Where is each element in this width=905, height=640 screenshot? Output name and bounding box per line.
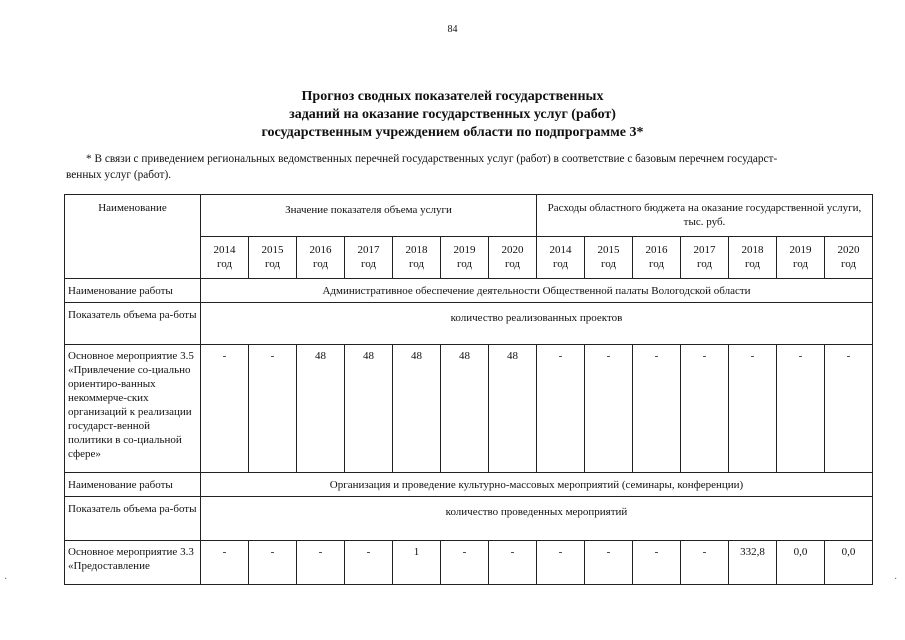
title-line-3: государственным учреждением области по подпрограмме 3* bbox=[261, 125, 644, 140]
work-label-1: Наименование работы bbox=[65, 279, 201, 303]
event-label-1: Основное мероприятие 3.5 «Привлечение со-циально ориентиро-ванных некоммерче-ских организаций к реализации государст-венной политики в со-циальной сфере» bbox=[65, 345, 201, 473]
expense-value-cell: - bbox=[681, 541, 729, 585]
expense-value-cell: - bbox=[825, 345, 873, 473]
year-unit: год bbox=[216, 258, 233, 270]
year-unit: год bbox=[456, 258, 473, 270]
volume-value-cell: - bbox=[249, 345, 297, 473]
footnote-line-1: * В связи с приведением региональных ведомственных перечней государственных услуг (работ) в соответствие с базовым перечнем государст- bbox=[86, 153, 778, 165]
table-row bbox=[65, 473, 873, 497]
year-value: 2018 bbox=[405, 244, 428, 256]
year-header-volume bbox=[489, 237, 537, 279]
indicator-label-2: Показатель объема ра-боты bbox=[65, 497, 201, 541]
year-value: 2019 bbox=[453, 244, 476, 256]
year-unit: год bbox=[504, 258, 521, 270]
year-value: 2018 bbox=[741, 244, 764, 256]
year-unit: год bbox=[696, 258, 713, 270]
year-header-volume bbox=[201, 237, 249, 279]
year-value: 2015 bbox=[261, 244, 284, 256]
year-header-volume bbox=[393, 237, 441, 279]
expense-value-cell: - bbox=[585, 541, 633, 585]
footnote-line-2: венных услуг (работ). bbox=[66, 169, 172, 181]
year-unit: год bbox=[408, 258, 425, 270]
scan-mark-left: · bbox=[4, 574, 8, 585]
year-header-expense bbox=[777, 237, 825, 279]
volume-value-cell: - bbox=[201, 541, 249, 585]
footnote bbox=[66, 151, 874, 183]
expense-value-cell: - bbox=[681, 345, 729, 473]
year-value: 2014 bbox=[549, 244, 572, 256]
volume-value-cell: - bbox=[249, 541, 297, 585]
title-line-2: заданий на оказание государственных услуг (работ) bbox=[289, 107, 616, 122]
year-header-volume bbox=[345, 237, 393, 279]
volume-value-cell: 48 bbox=[297, 345, 345, 473]
expense-value-cell: - bbox=[633, 345, 681, 473]
volume-value-cell: - bbox=[297, 541, 345, 585]
year-header-volume bbox=[249, 237, 297, 279]
volume-value-cell: 1 bbox=[393, 541, 441, 585]
scan-mark-right: · bbox=[894, 574, 898, 585]
volume-value-cell: 48 bbox=[393, 345, 441, 473]
work-value-2: Организация и проведение культурно-массовых мероприятий (семинары, конференции) bbox=[201, 473, 873, 497]
volume-value-cell: - bbox=[489, 541, 537, 585]
indicator-value-2: количество проведенных мероприятий bbox=[201, 497, 873, 541]
year-unit: год bbox=[840, 258, 857, 270]
year-header-expense bbox=[537, 237, 585, 279]
volume-value-cell: 48 bbox=[489, 345, 537, 473]
year-value: 2017 bbox=[357, 244, 380, 256]
table-row bbox=[65, 541, 873, 585]
year-value: 2020 bbox=[837, 244, 860, 256]
title-line-1: Прогноз сводных показателей государственных bbox=[301, 89, 604, 104]
work-label-2: Наименование работы bbox=[65, 473, 201, 497]
expense-value-cell: - bbox=[537, 345, 585, 473]
volume-value-cell: - bbox=[441, 541, 489, 585]
indicator-label-1: Показатель объема ра-боты bbox=[65, 303, 201, 345]
year-unit: год bbox=[552, 258, 569, 270]
year-value: 2016 bbox=[645, 244, 668, 256]
expense-value-cell: 332,8 bbox=[729, 541, 777, 585]
table-row bbox=[65, 279, 873, 303]
year-header-expense bbox=[681, 237, 729, 279]
year-unit: год bbox=[792, 258, 809, 270]
volume-value-cell: - bbox=[345, 541, 393, 585]
forecast-table bbox=[64, 194, 873, 585]
year-unit: год bbox=[312, 258, 329, 270]
work-value-1: Административное обеспечение деятельности Общественной палаты Вологодской области bbox=[201, 279, 873, 303]
volume-value-cell: - bbox=[201, 345, 249, 473]
year-header-expense bbox=[825, 237, 873, 279]
event-label-2: Основное мероприятие 3.3 «Предоставление bbox=[65, 541, 201, 585]
year-value: 2015 bbox=[597, 244, 620, 256]
year-value: 2017 bbox=[693, 244, 716, 256]
year-header-volume bbox=[441, 237, 489, 279]
page-number: 84 bbox=[447, 24, 458, 35]
year-header-expense bbox=[585, 237, 633, 279]
year-unit: год bbox=[360, 258, 377, 270]
volume-value-cell: 48 bbox=[345, 345, 393, 473]
document-title bbox=[0, 88, 905, 142]
year-header-expense bbox=[729, 237, 777, 279]
header-row-1 bbox=[65, 195, 873, 237]
expense-value-cell: 0,0 bbox=[777, 541, 825, 585]
year-value: 2014 bbox=[213, 244, 236, 256]
year-unit: год bbox=[600, 258, 617, 270]
year-header-expense bbox=[633, 237, 681, 279]
expense-value-cell: - bbox=[585, 345, 633, 473]
year-unit: год bbox=[264, 258, 281, 270]
year-value: 2020 bbox=[501, 244, 524, 256]
expense-value-cell: - bbox=[537, 541, 585, 585]
header-name: Наименование bbox=[65, 195, 201, 279]
volume-value-cell: 48 bbox=[441, 345, 489, 473]
expense-value-cell: - bbox=[729, 345, 777, 473]
year-header-volume bbox=[297, 237, 345, 279]
expense-value-cell: - bbox=[633, 541, 681, 585]
expense-value-cell: - bbox=[777, 345, 825, 473]
year-value: 2016 bbox=[309, 244, 332, 256]
year-unit: год bbox=[648, 258, 665, 270]
year-unit: год bbox=[744, 258, 761, 270]
table-row bbox=[65, 497, 873, 541]
header-expense: Расходы областного бюджета на оказание государственной услуги, тыс. руб. bbox=[537, 195, 873, 237]
table-row bbox=[65, 345, 873, 473]
year-value: 2019 bbox=[789, 244, 812, 256]
expense-value-cell: 0,0 bbox=[825, 541, 873, 585]
header-volume: Значение показателя объема услуги bbox=[201, 195, 537, 237]
table-row bbox=[65, 303, 873, 345]
indicator-value-1: количество реализованных проектов bbox=[201, 303, 873, 345]
